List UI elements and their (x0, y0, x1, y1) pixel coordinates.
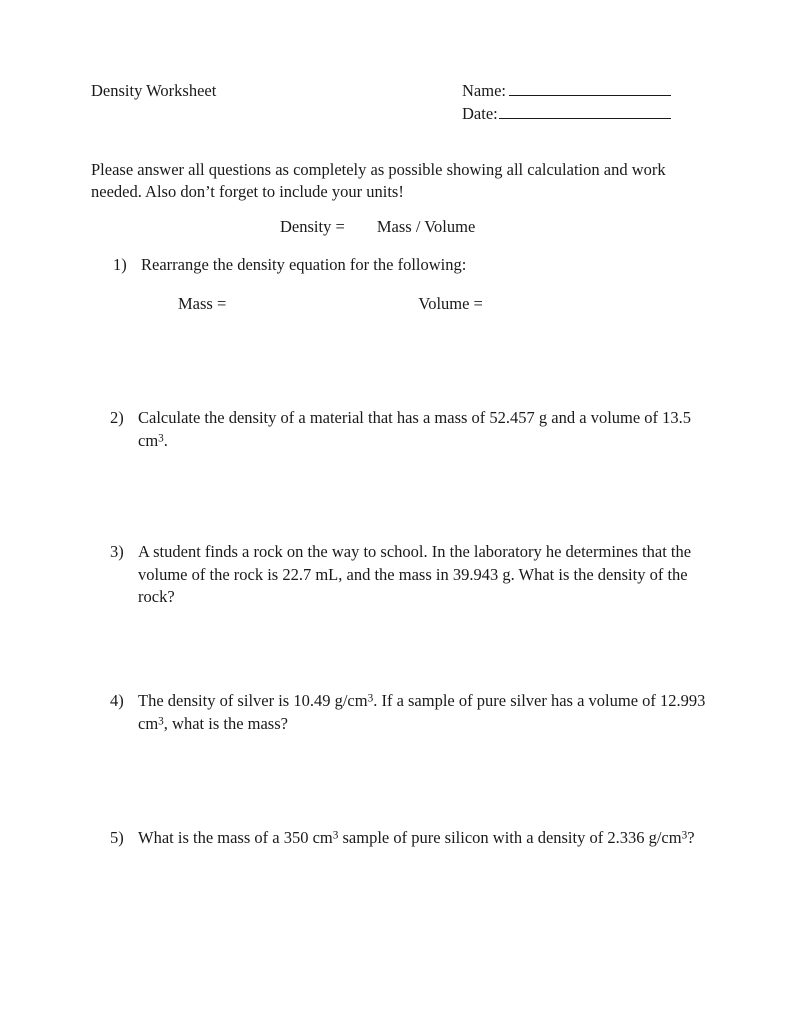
question-1-answer-slots (178, 293, 698, 315)
name-blank-line[interactable] (509, 82, 671, 96)
question-text-3: A student finds a rock on the way to school. In the laboratory he determines that the volume of the rock is 22.7 mL, and the mass in 39.943 g. What is the density of the rock? (138, 542, 692, 606)
page-title: Density Worksheet (91, 81, 217, 100)
name-date-block (462, 80, 692, 125)
question-item-4 (110, 690, 710, 735)
question-text-4-exponent-2: 3 (158, 714, 164, 727)
question-text-5-exponent-1: 3 (332, 829, 339, 842)
question-item-3 (110, 541, 710, 609)
question-text-2-exponent: 3 (158, 431, 164, 444)
name-row (462, 80, 692, 103)
density-formula (91, 216, 695, 238)
date-row (462, 103, 692, 126)
mass-equation-prompt: Mass = (178, 294, 227, 313)
question-marker-1: 1) (113, 255, 127, 274)
question-item-5 (110, 827, 710, 850)
question-item-1 (113, 254, 693, 277)
question-text-4 (138, 690, 710, 735)
date-blank-line[interactable] (499, 105, 671, 119)
date-label: Date: (462, 103, 498, 123)
question-text-4-part2: . If a sample of pure silver has a volume of 12.993 cm (138, 691, 706, 733)
question-text-1: Rearrange the density equation for the following: (141, 255, 467, 274)
name-label: Name: (462, 81, 506, 100)
formula-left-side: Density = (280, 217, 345, 236)
question-text-2-part1: Calculate the density of a material that has a mass of 52.457 g and a volume of 13.5 cm (138, 408, 692, 450)
question-item-2 (110, 407, 710, 452)
question-marker-4: 4) (110, 691, 124, 710)
instructions-paragraph: Please answer all questions as completely as possible showing all calculation and work needed. Also don’t forget to include your units! (91, 160, 666, 201)
question-marker-3: 3) (110, 542, 124, 561)
question-text-5-part2: sample of pure silicon with a density of 2.336 g/cm (338, 828, 682, 847)
question-text-5-part1: What is the mass of a 350 cm (138, 828, 333, 847)
question-text-5-part3: ? (687, 828, 695, 847)
formula-right-side: Mass / Volume (376, 217, 476, 236)
volume-equation-prompt: Volume = (418, 294, 483, 313)
page-header (91, 80, 691, 128)
question-marker-5: 5) (110, 828, 124, 847)
question-text-2-part2: . (163, 430, 168, 450)
question-text-5 (138, 827, 710, 850)
question-text-5-exponent-2: 3 (681, 829, 688, 842)
question-text-4-part1: The density of silver is 10.49 g/cm (138, 691, 368, 710)
question-marker-2: 2) (110, 408, 124, 427)
question-text-4-exponent-1: 3 (367, 692, 374, 705)
question-text-4-part3: , what is the mass? (163, 713, 288, 733)
question-text-2 (138, 407, 710, 452)
